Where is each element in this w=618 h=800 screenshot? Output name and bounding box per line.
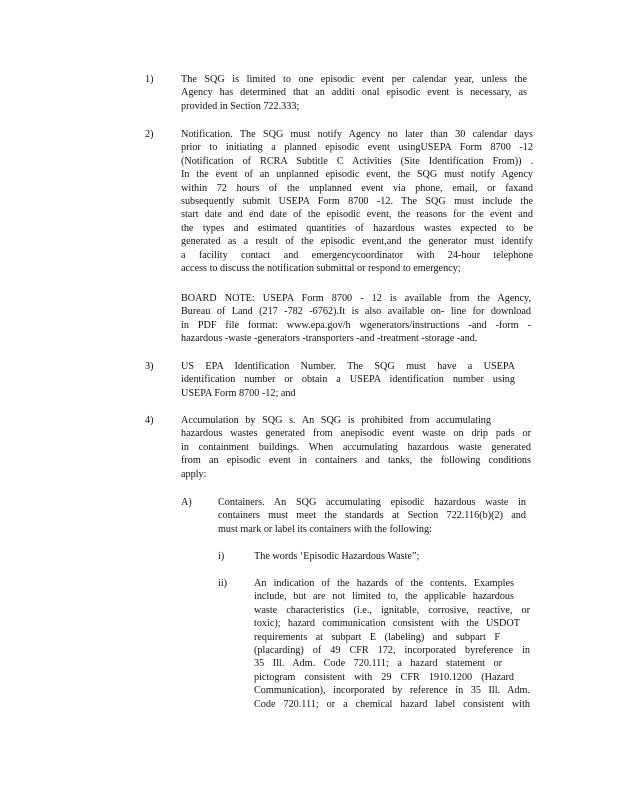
text-line: pictogram consistent with 29 CFR 1910.1200 (Hazard — [254, 671, 514, 683]
text-line: hazardous wastes generated from anepisodic event waste on drip pads or — [181, 428, 531, 440]
text-line: access to discuss the notification submittal or respond to emergency; — [181, 263, 461, 275]
item-text — [181, 128, 533, 275]
text-line: requirements at subpart E (labeling) and subpart F — [254, 631, 500, 643]
text-line: subsequently submit USEPA Form 8700 -12. The SQG must include the — [181, 196, 533, 208]
item-number: A) — [181, 497, 192, 508]
item-number: 1) — [145, 74, 154, 85]
note-text — [181, 292, 531, 346]
text-line: The SQG is limited to one episodic event per calendar year, unless the — [181, 74, 527, 85]
text-line: (Notification of RCRA Subtitle C Activities (Site Identification From)) . — [181, 155, 533, 167]
text-line: Communication), incorporated by reference in 35 Ill. Adm. — [254, 685, 530, 697]
text-line: in containment buildings. When accumulating hazardous waste generated — [181, 441, 531, 453]
item-text — [254, 577, 530, 711]
text-line: start date and end date of the episodic event, the reasons for the event and — [181, 209, 533, 221]
item-number: 2) — [145, 129, 154, 140]
text-line: Notification. The SQG must notify Agency no later than 30 calendar days — [181, 129, 533, 140]
text-line: apply: — [181, 468, 207, 480]
item-text — [254, 550, 484, 563]
text-line: Code 720.111; or a chemical hazard label consistent with — [254, 698, 530, 710]
text-line: within 72 hours of the unplanned event via phone, email, or faxand — [181, 182, 533, 194]
text-line: toxic); hazard communication consistent with the USDOT — [254, 618, 520, 630]
text-line: waste characteristics (i.e., ignitable, corrosive, reactive, or — [254, 604, 530, 616]
text-line: Bureau of Land (217 -782 -6762).It is also available on- line for download — [181, 306, 531, 318]
text-line: include, but are not limited to, the applicable hazardous — [254, 591, 514, 603]
text-line: An indication of the hazards of the contents. Examples — [254, 578, 514, 589]
text-line: must mark or label its containers with the following: — [218, 523, 432, 535]
text-line: BOARD NOTE: USEPA Form 8700 - 12 is available from the Agency, — [181, 293, 531, 304]
text-line: US EPA Identification Number. The SQG must have a USEPA — [181, 361, 515, 372]
item-number: 4) — [145, 415, 154, 426]
item-number: ii) — [218, 578, 228, 589]
text-line: (placarding) of 49 CFR 172, incorporated byreference in — [254, 645, 530, 657]
text-line: a facility contact and emergencycoordinator with 24-hour telephone — [181, 249, 533, 261]
text-line: from an episodic event in containers and tanks, the following conditions — [181, 455, 531, 467]
text-line: provided in Section 722.333; — [181, 100, 300, 112]
text-line: generated as a result of the episodic event,and the generator must identify — [181, 236, 533, 248]
text-line: the types and estimated quantities of hazardous wastes expected to be — [181, 222, 533, 234]
item-text — [218, 496, 526, 536]
text-line: The words ‘Episodic Hazardous Waste”; — [254, 551, 420, 562]
text-line: in PDF file format: www.epa.gov/h wgenerators/instructions -and -form - — [181, 319, 531, 331]
text-line: 35 Ill. Adm. Code 720.111; a hazard statement or — [254, 658, 502, 670]
text-line: containers must meet the standards at Section 722.116(b)(2) and — [218, 510, 526, 522]
text-line: prior to initiating a planned episodic event usingUSEPA Form 8700 -12 — [181, 142, 533, 154]
text-line: USEPA Form 8700 -12; and — [181, 387, 296, 399]
item-number: 3) — [145, 361, 154, 372]
item-text — [181, 414, 531, 481]
text-line: identification number or obtain a USEPA identification number using — [181, 374, 515, 386]
text-line: hazardous -waste -generators -transporters -and -treatment -storage -and. — [181, 333, 478, 345]
item-text — [181, 360, 515, 400]
text-line: Containers. An SQG accumulating episodic hazardous waste in — [218, 497, 526, 508]
text-line: Accumulation by SQG s. An SQG is prohibited from accumulating — [181, 415, 491, 426]
text-line: Agency has determined that an additi onal episodic event is necessary, as — [181, 87, 527, 99]
item-number: i) — [218, 551, 225, 562]
text-line: In the event of an unplanned episodic event, the SQG must notify Agency — [181, 169, 533, 181]
item-text — [181, 73, 527, 113]
